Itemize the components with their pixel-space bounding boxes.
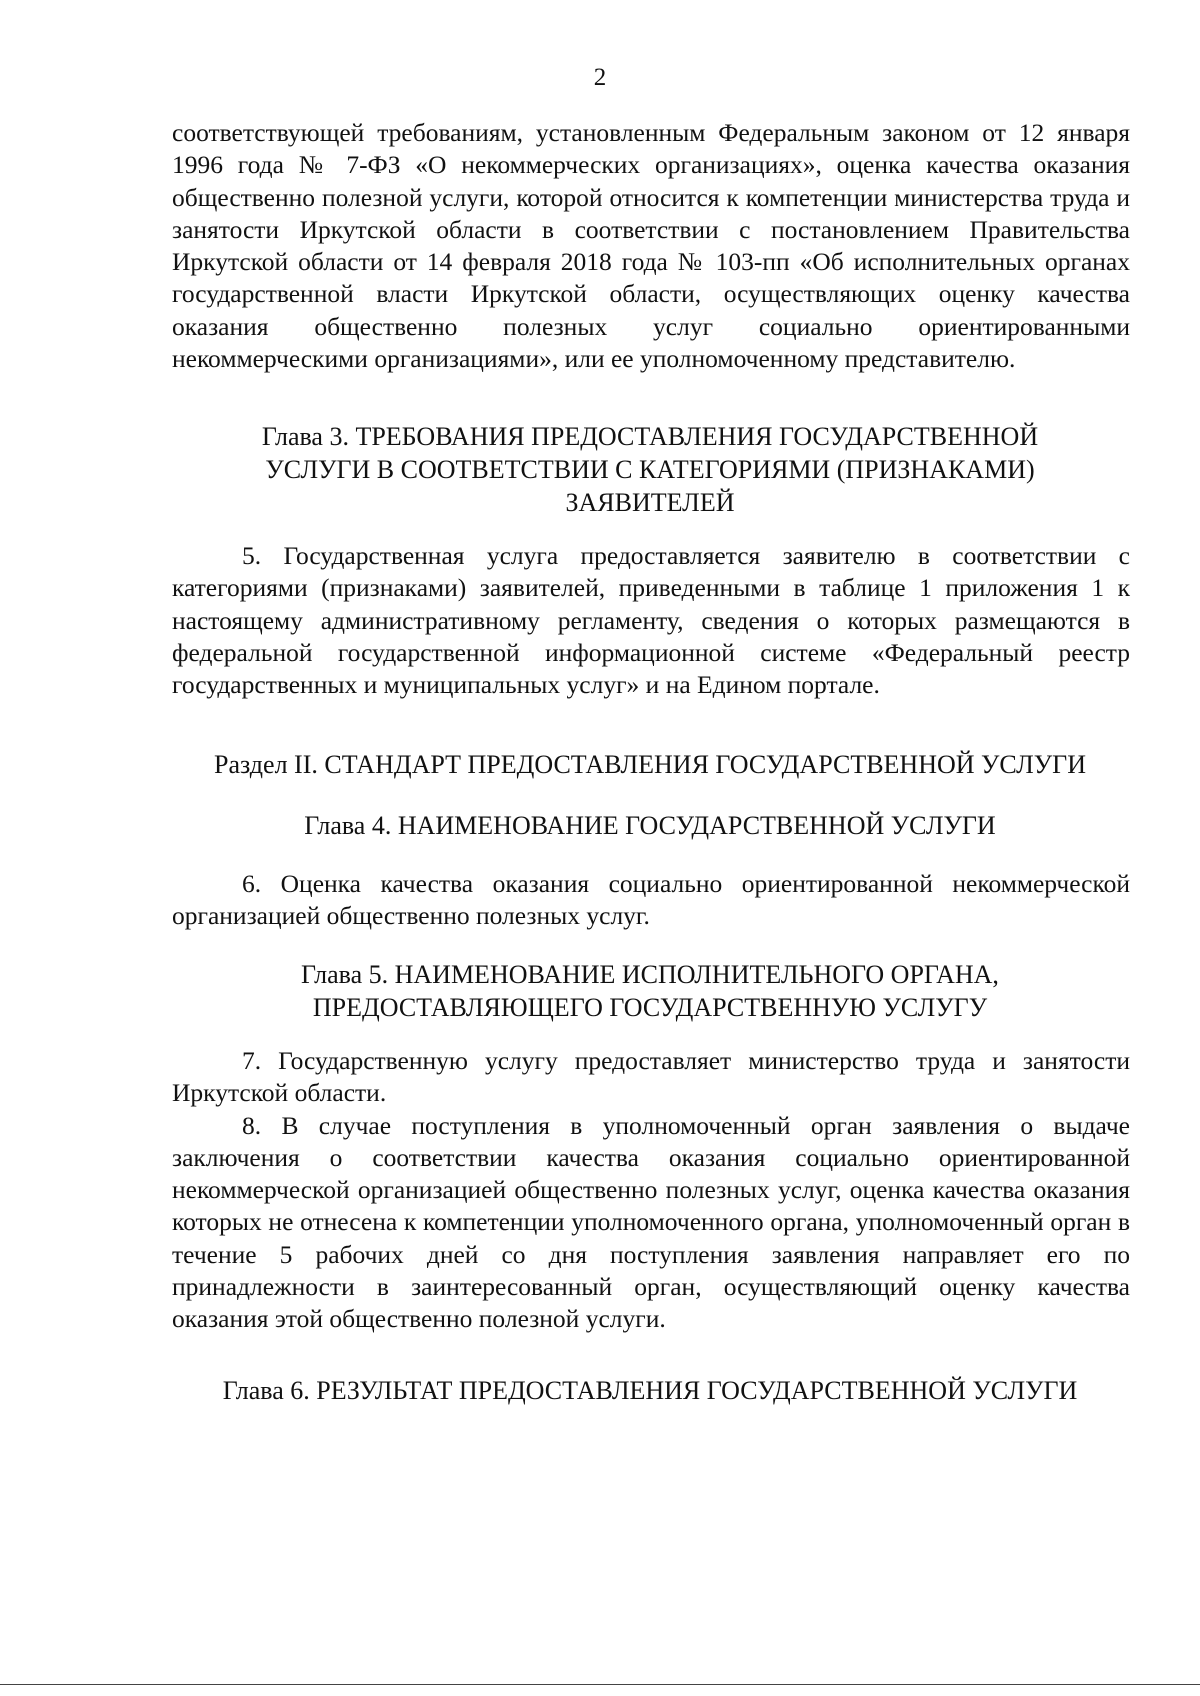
intro-paragraph-block (172, 117, 1130, 375)
chapter-3-heading-line-3: ЗАЯВИТЕЛЕЙ (565, 488, 735, 517)
chapter-5-heading-line-1: Глава 5. НАИМЕНОВАНИЕ ИСПОЛНИТЕЛЬНОГО ОРГАНА, (301, 960, 999, 989)
chapter-3-heading-line-2: УСЛУГИ В СООТВЕТСТВИИ С КАТЕГОРИЯМИ (ПРИЗНАКАМИ) (265, 455, 1035, 484)
page-number: 2 (593, 64, 607, 91)
paragraph-5-block (172, 540, 1130, 701)
section-2-heading-text: Раздел II. СТАНДАРТ ПРЕДОСТАВЛЕНИЯ ГОСУДАРСТВЕННОЙ УСЛУГИ (214, 750, 1086, 779)
paragraph-5: 5. Государственная услуга предоставляется заявителю в соответствии с категориями (признаками) заявителей, приведенными в таблице 1 приложения 1 к настоящему административному регламенту, сведения о которых размещаются в федеральной государственной информационной системе «Федеральный реестр государственных и муниципальных услуг» и на Едином портале. (172, 541, 1130, 700)
intro-paragraph: соответствующей требованиям, установленным Федеральным законом от 12 января 1996 года № 7-ФЗ «О некоммерческих организациях», оценка качества оказания общественно полезной услуги, которой относится к компетенции министерства труда и занятости Иркутской области в соответствии с постановлением Правительства Иркутской области от 14 февраля 2018 года № 103-пп «Об исполнительных органах государственной власти Иркутской области, осуществляющих оценку качества оказания общественно полезных услуг социально ориентированными некоммерческими организациями», или ее уполномоченному представителю. (172, 118, 1130, 374)
paragraph-6-block (172, 868, 1130, 933)
chapter-6-heading-text: Глава 6. РЕЗУЛЬТАТ ПРЕДОСТАВЛЕНИЯ ГОСУДАРСТВЕННОЙ УСЛУГИ (222, 1376, 1078, 1405)
paragraph-8: 8. В случае поступления в уполномоченный орган заявления о выдаче заключения о соответствии качества оказания социально ориентированной некоммерческой организацией общественно полезных услуг, оценка качества оказания которых не отнесена к компетенции уполномоченного органа, уполномоченный орган в течение 5 рабочих дней со дня поступления заявления направляет его по принадлежности в заинтересованный орган, осуществляющий оценку качества оказания этой общественно полезной услуги. (172, 1110, 1130, 1334)
bottom-rule-divider (0, 1684, 1200, 1685)
chapter-3-heading (150, 420, 1150, 519)
section-2-heading (150, 748, 1150, 781)
paragraphs-7-8-block (172, 1045, 1130, 1336)
chapter-6-heading (150, 1374, 1150, 1407)
chapter-5-heading-line-2: ПРЕДОСТАВЛЯЮЩЕГО ГОСУДАРСТВЕННУЮ УСЛУГУ (312, 993, 988, 1022)
chapter-4-heading (150, 809, 1150, 842)
chapter-4-heading-text: Глава 4. НАИМЕНОВАНИЕ ГОСУДАРСТВЕННОЙ УСЛУГИ (304, 811, 996, 840)
chapter-3-heading-line-1: Глава 3. ТРЕБОВАНИЯ ПРЕДОСТАВЛЕНИЯ ГОСУДАРСТВЕННОЙ (261, 422, 1039, 451)
paragraph-6: 6. Оценка качества оказания социально ориентированной некоммерческой организацией общественно полезных услуг. (172, 869, 1130, 931)
chapter-5-heading (150, 958, 1150, 1024)
paragraph-7: 7. Государственную услугу предоставляет министерство труда и занятости Иркутской области. (172, 1046, 1130, 1108)
